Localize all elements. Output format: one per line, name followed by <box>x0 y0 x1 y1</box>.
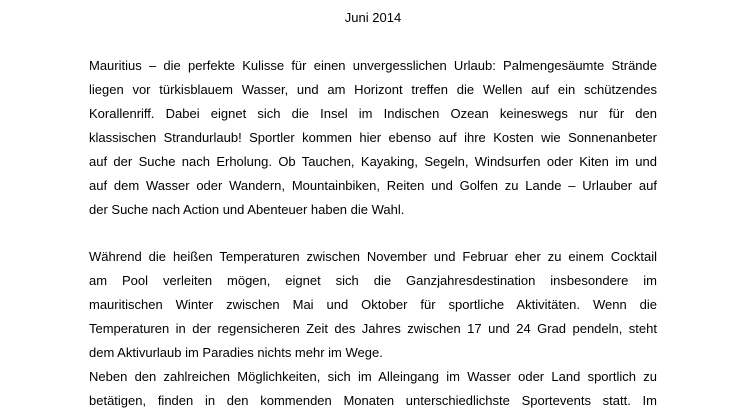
paragraph-line: Temperaturen in der regensicheren Zeit des Jahres zwischen 17 und 24 Grad pendeln, steht <box>89 321 657 336</box>
paragraph-line: mauritischen Winter zwischen Mai und Oktober für sportliche Aktivitäten. Wenn die <box>89 297 657 312</box>
paragraph-line: betätigen, finden in den kommenden Monaten unterschiedlichste Sportevents statt. Im <box>89 393 657 408</box>
paragraph-intro <box>89 54 657 222</box>
paragraph-line: am Pool verleiten mögen, eignet sich die Ganzjahresdestination insbesondere im <box>89 273 657 288</box>
paragraph-line: klassischen Strandurlaub! Sportler kommen hier ebenso auf ihre Kosten wie Sonnenanbeter <box>89 130 657 145</box>
paragraph-line: Während die heißen Temperaturen zwischen November und Februar eher zu einem Cocktail <box>89 249 657 264</box>
paragraph-line: liegen vor türkisblauem Wasser, und am Horizont treffen die Wellen auf ein schützendes <box>89 82 657 97</box>
paragraph-line: der Suche nach Action und Abenteuer haben die Wahl. <box>89 202 405 217</box>
document-date: Juni 2014 <box>344 10 402 25</box>
paragraph-line: auf der Suche nach Erholung. Ob Tauchen, Kayaking, Segeln, Windsurfen oder Kiten im und <box>89 154 657 169</box>
paragraph-line: Mauritius – die perfekte Kulisse für einen unvergesslichen Urlaub: Palmengesäumte Strände <box>89 58 657 73</box>
paragraph-line: auf dem Wasser oder Wandern, Mountainbiken, Reiten und Golfen zu Lande – Urlauber auf <box>89 178 657 193</box>
paragraph-line: Neben den zahlreichen Möglichkeiten, sich im Alleingang im Wasser oder Land sportlich zu <box>89 369 657 384</box>
paragraph-climate <box>89 245 657 413</box>
paragraph-line: Korallenriff. Dabei eignet sich die Insel im Indischen Ozean keineswegs nur für den <box>89 106 657 121</box>
paragraph-line: dem Aktivurlaub im Paradies nichts mehr im Wege. <box>89 345 383 360</box>
